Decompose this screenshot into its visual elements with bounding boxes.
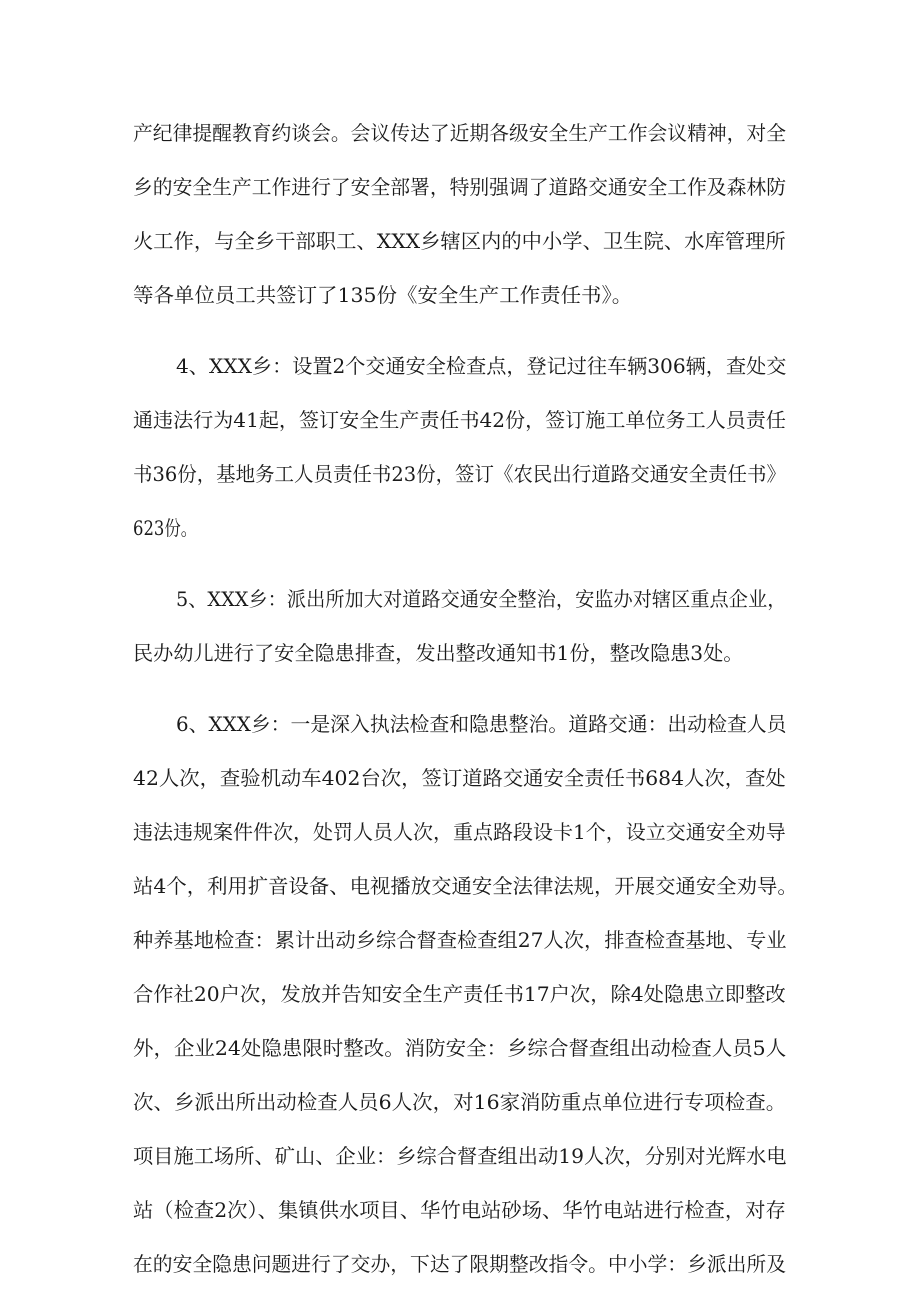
line-text: 外，企业24处隐患限时整改。消防安全：乡综合督查组出动检查人员5人: [133, 1036, 787, 1060]
line-text: 书36份，基地务工人员责任书23份，签订《农民出行道路交通安全责任书》: [133, 462, 786, 486]
line-text: 站4个，利用扩音设备、电视播放交通安全法律法规，开展交通安全劝导。: [133, 874, 798, 898]
paragraph-line: [0, 347, 920, 385]
line-text: 火工作，与全乡干部职工、XXX乡辖区内的中小学、卫生院、水库管理所: [133, 229, 786, 253]
paragraph-line: [0, 401, 920, 439]
line-text: 在的安全隐患问题进行了交办，下达了限期整改指令。中小学：乡派出所及: [133, 1252, 787, 1276]
line-text: 623份。: [133, 516, 198, 540]
paragraph-line: [0, 276, 920, 314]
line-text: 等各单位员工共签订了135份《安全生产工作责任书》。: [133, 283, 633, 307]
paragraph-line: [0, 867, 920, 905]
line-text: 产纪律提醒教育约谈会。会议传达了近期各级安全生产工作会议精神，对全: [133, 121, 787, 145]
paragraph-line: [0, 1245, 920, 1283]
paragraph-line: [0, 580, 920, 618]
line-text: 5、XXX乡：派出所加大对道路交通安全整治，安监办对辖区重点企业，: [176, 587, 787, 611]
line-text: 乡的安全生产工作进行了安全部署，特别强调了道路交通安全工作及森林防: [133, 175, 787, 199]
paragraph-line: [0, 634, 920, 672]
paragraph-line: [0, 921, 920, 959]
paragraph-line: [0, 1029, 920, 1067]
line-text: 种养基地检查：累计出动乡综合督查检查组27人次，排查检查基地、专业: [133, 928, 787, 952]
paragraph-line: [0, 222, 920, 260]
line-text: 站（检查2次）、集镇供水项目、华竹电站砂场、华竹电站进行检查，对存: [133, 1198, 786, 1222]
paragraph-line: [0, 114, 920, 152]
line-text: 民办幼儿进行了安全隐患排查，发出整改通知书1份，整改隐患3处。: [133, 641, 744, 665]
line-text: 通违法行为41起，签订安全生产责任书42份，签订施工单位务工人员责任: [133, 408, 786, 432]
line-text: 违法违规案件件次，处罚人员人次，重点路段设卡1个，设立交通安全劝导: [133, 820, 786, 844]
paragraph-line: [0, 813, 920, 851]
line-text: 4、XXX乡：设置2个交通安全检查点，登记过往车辆306辆，查处交: [176, 354, 787, 378]
paragraph-line: [0, 455, 920, 493]
line-text: 6、XXX乡：一是深入执法检查和隐患整治。道路交通：出动检查人员: [176, 712, 787, 736]
paragraph-line: [0, 509, 920, 547]
paragraph-line: [0, 759, 920, 797]
paragraph-line: [0, 1083, 920, 1121]
line-text: 42人次，查验机动车402台次，签订道路交通安全责任书684人次，查处: [133, 766, 786, 790]
line-text: 次、乡派出所出动检查人员6人次，对16家消防重点单位进行专项检查。: [133, 1090, 787, 1114]
paragraph-line: [0, 975, 920, 1013]
paragraph-line: [0, 1191, 920, 1229]
line-text: 项目施工场所、矿山、企业：乡综合督查组出动19人次，分别对光辉水电: [133, 1144, 787, 1168]
paragraph-line: [0, 1137, 920, 1175]
line-text: 合作社20户次，发放并告知安全生产责任书17户次，除4处隐患立即整改: [133, 982, 786, 1006]
paragraph-line: [0, 168, 920, 206]
paragraph-line: [0, 705, 920, 743]
